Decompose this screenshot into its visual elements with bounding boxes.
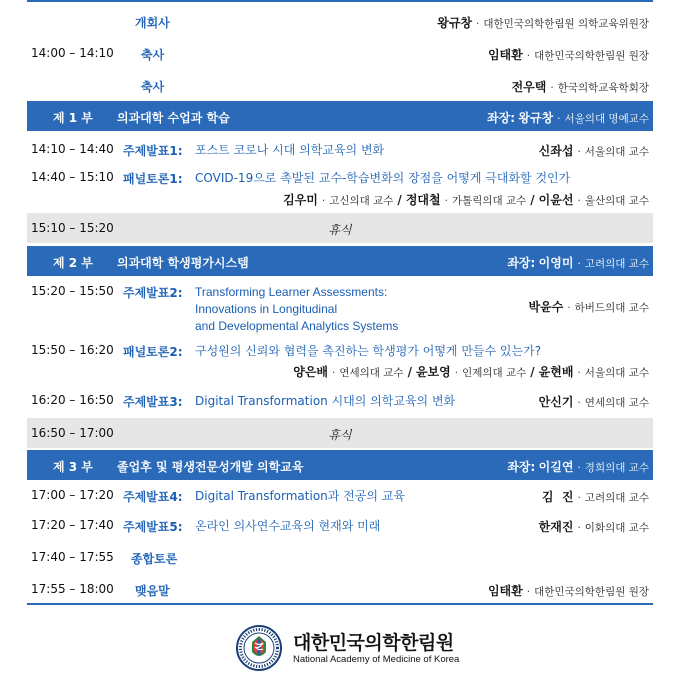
break-label: 휴식 — [328, 428, 352, 442]
session-label: 주제발표3: — [123, 395, 183, 409]
time-slot: 14:00 – 14:10 — [31, 46, 114, 60]
session-title: Digital Transformation과 전공의 교육 — [195, 489, 405, 503]
time-slot: 17:55 – 18:00 — [31, 582, 114, 596]
break-row-1 — [27, 213, 653, 243]
session-title: Digital Transformation 시대의 의학교육의 변화 — [195, 394, 456, 408]
academy-seal-icon — [235, 624, 283, 672]
speaker-info: 김 진 · 고려의대 교수 — [541, 490, 649, 504]
time-slot: 14:10 – 14:40 — [31, 142, 114, 156]
session-title: COVID-19으로 촉발된 교수-학습변화의 장점을 어떻게 극대화할 것인가 — [195, 171, 571, 185]
time-slot: 15:50 – 16:20 — [31, 343, 114, 357]
academy-logo — [235, 624, 460, 672]
section-number: 제 3 부 — [53, 460, 93, 474]
top-rule — [27, 0, 653, 2]
congrats-label: 축사 — [141, 80, 165, 94]
section-number: 제 2 부 — [53, 256, 93, 270]
chair-info: 좌장: 왕규창 · 서울의대 명예교수 — [487, 111, 649, 125]
speaker-info: 임태환 · 대한민국의학한림원 원장 — [487, 584, 649, 598]
section-title: 의과대학 학생평가시스템 — [117, 256, 249, 270]
break-row-2 — [27, 418, 653, 448]
speaker-info: 신좌섭 · 서울의대 교수 — [538, 144, 649, 158]
time-slot: 17:20 – 17:40 — [31, 518, 114, 532]
session-title: Transforming Learner Assessments: Innovations in Longitudinal and Developmental Analytics Systems — [195, 285, 399, 333]
session-label: 주제발표1: — [123, 144, 183, 158]
session-label: 주제발표4: — [123, 490, 183, 504]
session-label: 주제발표2: — [123, 286, 183, 300]
congrats-label: 축사 — [141, 48, 165, 62]
logo-title-ko: 대한민국의학한림원 — [293, 632, 454, 654]
section-title: 졸업후 및 평생전문성개발 의학교육 — [117, 460, 304, 474]
break-label: 휴식 — [328, 223, 352, 237]
section-header-3 — [27, 450, 653, 480]
speaker-info: 전우택 · 한국의학교육학회장 — [511, 80, 649, 94]
chair-info: 좌장: 이길연 · 경희의대 교수 — [507, 460, 649, 474]
time-slot: 17:40 – 17:55 — [31, 550, 114, 564]
logo-title-en: National Academy of Medicine of Korea — [293, 654, 460, 665]
time-slot: 17:00 – 17:20 — [31, 488, 114, 502]
speaker-info: 안신기 · 연세의대 교수 — [538, 395, 649, 409]
time-slot: 16:20 – 16:50 — [31, 393, 114, 407]
section-title: 의과대학 수업과 학습 — [117, 111, 230, 125]
chair-info: 좌장: 이영미 · 고려의대 교수 — [507, 256, 649, 270]
speaker-info: 한재진 · 이화의대 교수 — [538, 520, 649, 534]
session-label: 종합토론 — [131, 552, 178, 566]
section-number: 제 1 부 — [53, 111, 93, 125]
time-slot: 15:10 – 15:20 — [31, 221, 114, 235]
time-slot: 14:40 – 15:10 — [31, 170, 114, 184]
session-title: 포스트 코로나 시대 의학교육의 변화 — [195, 143, 385, 157]
speaker-info: 왕규창 · 대한민국의학한림원 의학교육위원장 — [437, 16, 649, 30]
session-title: 온라인 의사연수교육의 현재와 미래 — [195, 519, 381, 533]
session-label: 패널토론1: — [123, 172, 183, 186]
opening-label: 개회사 — [135, 16, 170, 30]
session-label: 맺음말 — [135, 584, 170, 598]
session-title: 구성원의 신뢰와 협력을 촉진하는 학생평가 어떻게 만들수 있는가? — [195, 344, 542, 358]
session-label: 주제발표5: — [123, 520, 183, 534]
speaker-info: 임태환 · 대한민국의학한림원 원장 — [487, 48, 649, 62]
speaker-info: 박윤수 · 하버드의대 교수 — [528, 300, 649, 314]
section-header-2 — [27, 246, 653, 276]
session-label: 패널토론2: — [123, 345, 183, 359]
bottom-rule — [27, 603, 653, 605]
time-slot: 16:50 – 17:00 — [31, 426, 114, 440]
section-header-1 — [27, 101, 653, 131]
time-slot: 15:20 – 15:50 — [31, 284, 114, 298]
